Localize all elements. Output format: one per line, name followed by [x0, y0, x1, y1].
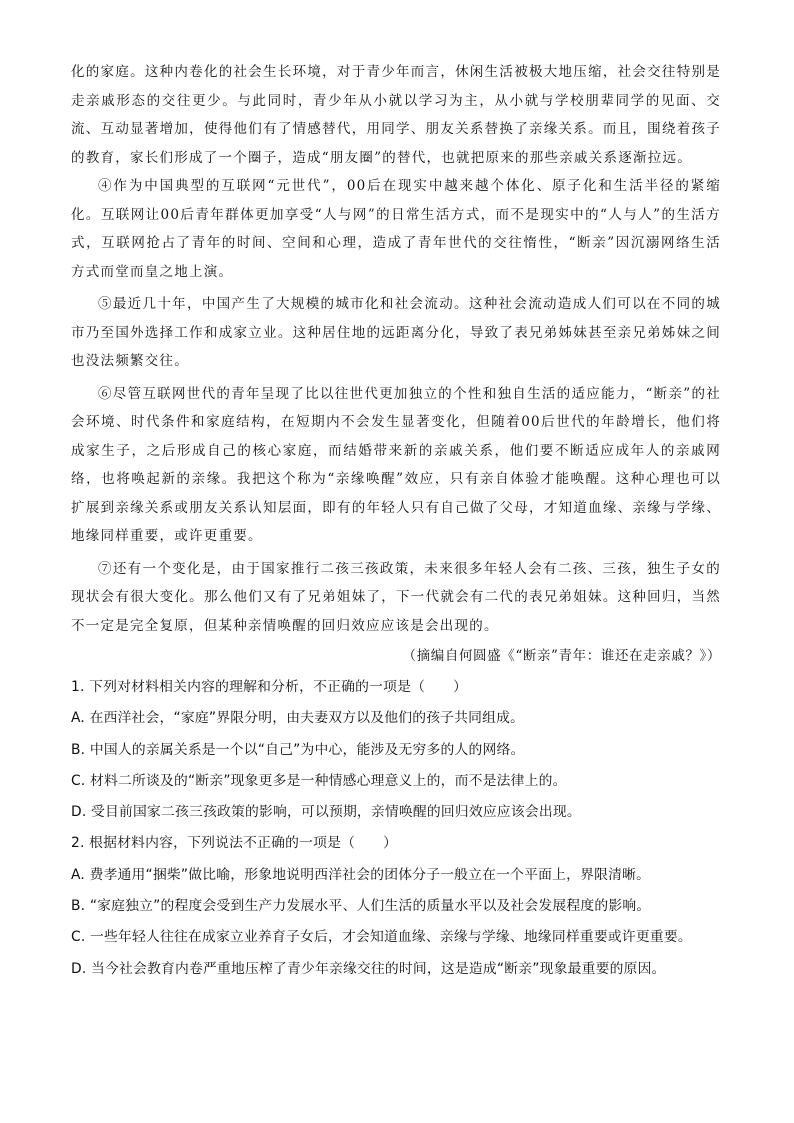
passage-paragraph-3-continued: 化的家庭。这种内卷化的社会生长环境，对于青少年而言，休闲生活被极大地压缩，社会交往特别是走亲戚形态的交往更少。与此同时，青少年从小就以学习为主，从小就与学校朋辈同学的见面、交流、互动显著增加，使得他们有了情感替代，用同学、朋友关系替换了亲缘关系。而且，围绕着孩子的教育，家长们形成了一个圈子，造成“朋友圈”的替代，也就把原来的那些亲戚关系逐渐拉远。: [71, 64, 721, 166]
passage-source: （摘编自何圆盛《“断亲”青年：谁还在走亲戚？》）: [402, 648, 721, 664]
passage-paragraph-6: ⑥尽管互联网世代的青年呈现了比以往世代更加独立的个性和独自生活的适应能力，“断亲”的社会环境、时代条件和家庭结构，在短期内不会发生显著变化，但随着00后世代的年龄增长，他们将成家生子，之后形成自己的核心家庭，而结婚带来新的亲戚关系，他们要不断适应成年人的亲戚网络，也将唤起新的亲缘。我把这个称为“亲缘唤醒”效应，只有亲自体验才能唤醒。这种心理也可以扩展到亲缘关系或朋友关系认知层面，即有的年轻人只有自己做了父母，才知道血缘、亲缘与学缘、地缘同样重要，或许更重要。: [71, 385, 721, 544]
passage-paragraph-5: ⑤最近几十年，中国产生了大规模的城市化和社会流动。这种社会流动造成人们可以在不同的城市乃至国外选择工作和成家立业。这种居住地的远距离分化，导致了表兄弟姊妹甚至亲兄弟姊妹之间也没法频繁交往。: [71, 296, 721, 369]
option-b: B. “家庭独立”的程度会受到生产力发展水平、人们生活的质量水平以及社会发展程度的影响。: [71, 898, 651, 915]
option-b: B. 中国人的亲属关系是一个以“自己”为中心，能涉及无穷多的人的网络。: [71, 741, 525, 758]
option-c: C. 一些年轻人往往在成家立业养育子女后，才会知道血缘、亲缘与学缘、地缘同样重要或许更重要。: [71, 929, 692, 946]
passage-paragraph-7: ⑦还有一个变化是，由于国家推行二孩三孩政策，未来很多年轻人会有二孩、三孩，独生子女的现状会有很大变化。那么他们又有了兄弟姐妹了，下一代就会有二代的表兄弟姐妹。这种回归，当然不一定是完全复原，但某种亲情唤醒的回归效应应该是会出现的。: [71, 560, 721, 634]
option-d: D. 当今社会教育内卷严重地压榨了青少年亲缘交往的时间，这是造成“断亲”现象最重要的原因。: [71, 960, 666, 977]
option-d: D. 受目前国家二孩三孩政策的影响，可以预期，亲情唤醒的回归效应应该会出现。: [71, 804, 581, 821]
document-page: [71, 58, 721, 985]
option-a: A. 费孝通用“捆柴”做比喻，形象地说明西洋社会的团体分子一般立在一个平面上，界限清晰。: [71, 866, 651, 883]
option-a: A. 在西洋社会，“家庭”界限分明，由夫妻双方以及他们的孩子共同组成。: [71, 710, 525, 727]
question-stem: 2. 根据材料内容，下列说法不正确的一项是（ ）: [71, 835, 398, 852]
question-stem: 1. 下列对材料相关内容的理解和分析，不正确的一项是（ ）: [71, 679, 468, 695]
question-2: [71, 828, 721, 984]
option-c: C. 材料二所谈及的“断亲”现象更多是一种情感心理意义上的，而不是法律上的。: [71, 772, 567, 789]
passage-paragraph-4: ④作为中国典型的互联网“元世代”，00后在现实中越来越个体化、原子化和生活半径的紧缩化。互联网让00后青年群体更加享受“人与网”的日常生活方式，而不是现实中的“人与人”的生活方式，互联网抢占了青年的时间、空间和心理，造成了青年世代的交往惰性，“断亲”因沉溺网络生活方式而堂而皇之地上演。: [71, 178, 721, 280]
question-1: [71, 672, 721, 828]
